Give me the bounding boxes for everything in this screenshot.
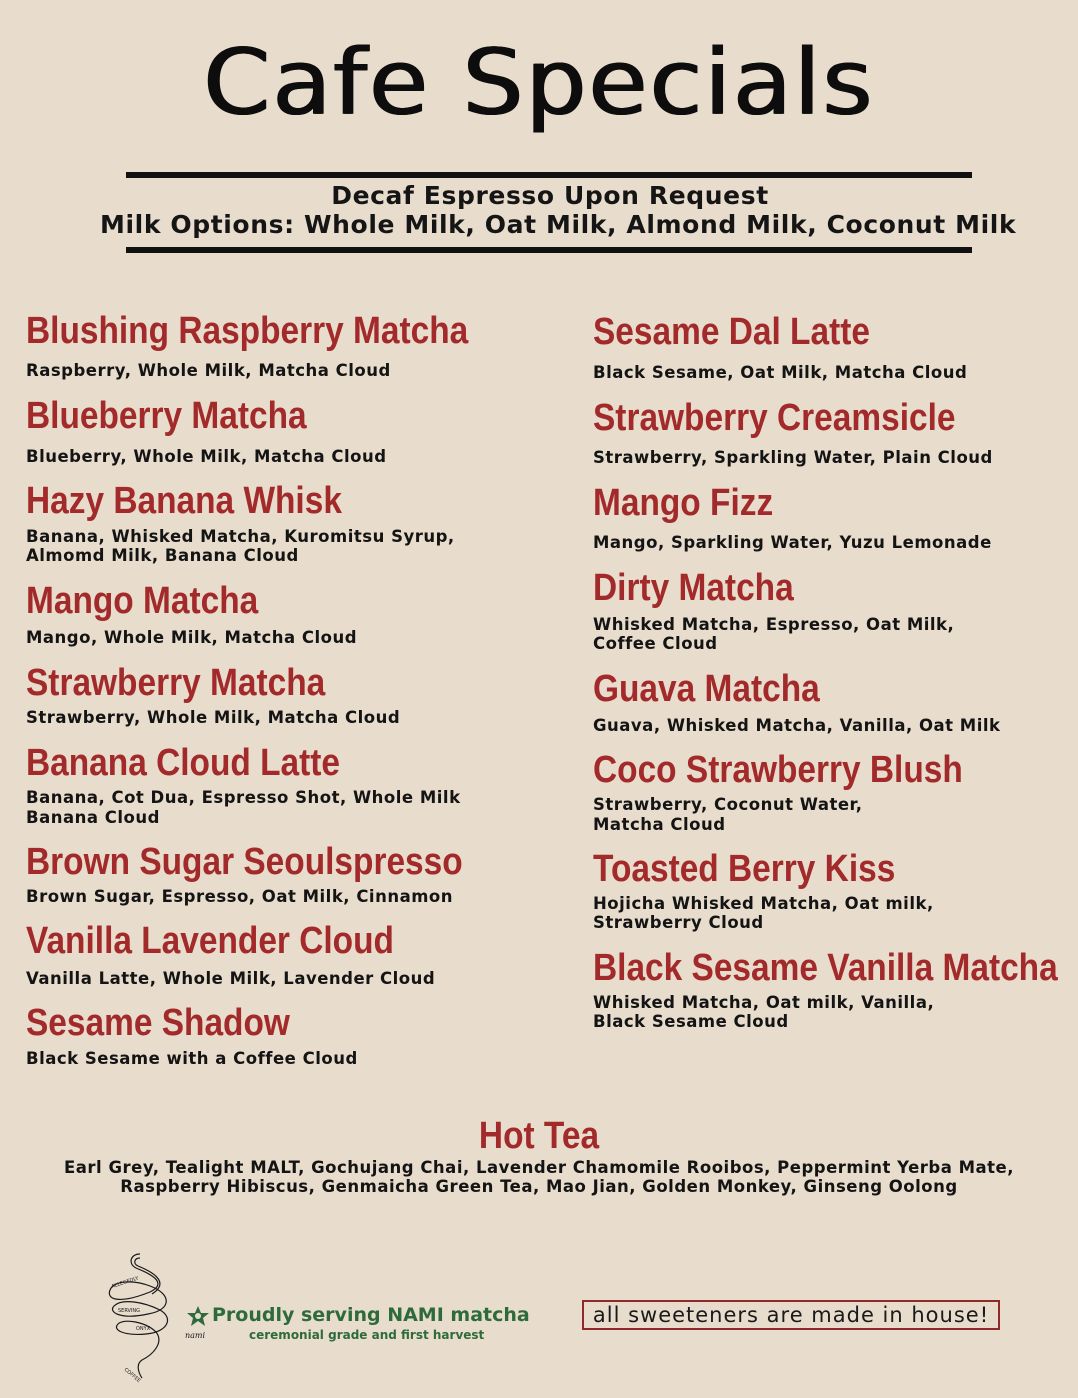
drink-ingredients: Strawberry, Whole Milk, Matcha Cloud [26,708,401,727]
hot-tea-list: Raspberry Hibiscus, Genmaicha Green Tea, Mao Jian, Golden Monkey, Ginseng Oolong [120,1177,958,1196]
drink-name: Hazy Banana Whisk [26,480,342,522]
drink-ingredients: Guava, Whisked Matcha, Vanilla, Oat Milk [593,716,1001,735]
drink-ingredients: Coffee Cloud [593,634,718,653]
drink-name: Coco Strawberry Blush [593,749,963,791]
drink-name: Black Sesame Vanilla Matcha [593,947,1058,989]
drink-name: Brown Sugar Seoulspresso [26,841,463,883]
nami-tagline: Proudly serving NAMI matcha [212,1304,530,1326]
hot-tea-title: Hot Tea [478,1115,600,1157]
drink-name: Blueberry Matcha [26,395,307,437]
drink-name: Mango Matcha [26,580,259,622]
drink-name: Dirty Matcha [593,567,794,609]
page-title: Cafe Specials [203,28,875,136]
drink-ingredients: Matcha Cloud [593,815,726,834]
nami-subtagline: ceremonial grade and first harvest [249,1328,485,1342]
drink-name: Sesame Shadow [26,1002,290,1044]
drink-ingredients: Brown Sugar, Espresso, Oat Milk, Cinnamon [26,887,453,906]
drink-ingredients: Mango, Sparkling Water, Yuzu Lemonade [593,533,992,552]
drink-ingredients: Almomd Milk, Banana Cloud [26,546,299,565]
drink-name: Strawberry Matcha [26,662,326,704]
drink-ingredients: Black Sesame with a Coffee Cloud [26,1049,358,1068]
drink-ingredients: Strawberry, Coconut Water, [593,795,863,814]
drink-ingredients: Banana, Cot Dua, Espresso Shot, Whole Milk [26,788,461,807]
drink-ingredients: Banana, Whisked Matcha, Kuromitsu Syrup, [26,527,455,546]
svg-text:ONYX: ONYX [136,1326,151,1332]
top-divider [126,172,972,178]
drink-ingredients: Strawberry Cloud [593,913,764,932]
svg-text:SERVING: SERVING [118,1308,141,1314]
drink-ingredients: Banana Cloud [26,808,160,827]
drink-name: Strawberry Creamsicle [593,397,956,439]
drink-ingredients: Black Sesame, Oat Milk, Matcha Cloud [593,363,968,382]
drink-ingredients: Whisked Matcha, Oat milk, Vanilla, [593,993,935,1012]
drink-name: Vanilla Lavender Cloud [26,920,394,962]
nami-leaf-icon [182,1304,214,1344]
drink-name: Blushing Raspberry Matcha [26,310,469,352]
drink-ingredients: Vanilla Latte, Whole Milk, Lavender Cloud [26,969,436,988]
milk-options: Milk Options: Whole Milk, Oat Milk, Almond Milk, Coconut Milk [100,210,1017,239]
svg-text:ALLEGEDLY: ALLEGEDLY [110,1275,140,1290]
onyx-coffee-snake-logo [100,1250,180,1384]
hot-tea-list: Earl Grey, Tealight MALT, Gochujang Chai, Lavender Chamomile Rooibos, Peppermint Yerba Mate, [64,1158,1014,1177]
drink-ingredients: Black Sesame Cloud [593,1012,789,1031]
drink-ingredients: Strawberry, Sparkling Water, Plain Cloud [593,448,993,467]
drink-name: Guava Matcha [593,668,820,710]
svg-text:COFFEE: COFFEE [122,1366,142,1384]
drink-ingredients: Blueberry, Whole Milk, Matcha Cloud [26,447,387,466]
drink-name: Mango Fizz [593,482,774,524]
drink-ingredients: Hojicha Whisked Matcha, Oat milk, [593,894,934,913]
drink-name: Toasted Berry Kiss [593,848,896,890]
drink-name: Banana Cloud Latte [26,742,340,784]
drink-ingredients: Whisked Matcha, Espresso, Oat Milk, [593,615,955,634]
decaf-notice: Decaf Espresso Upon Request [331,181,769,210]
svg-text:nami: nami [185,1331,206,1340]
drink-ingredients: Mango, Whole Milk, Matcha Cloud [26,628,358,647]
bottom-divider [126,247,972,253]
drink-ingredients: Raspberry, Whole Milk, Matcha Cloud [26,361,391,380]
sweeteners-note: all sweeteners are made in house! [582,1300,1000,1330]
drink-name: Sesame Dal Latte [593,311,870,353]
